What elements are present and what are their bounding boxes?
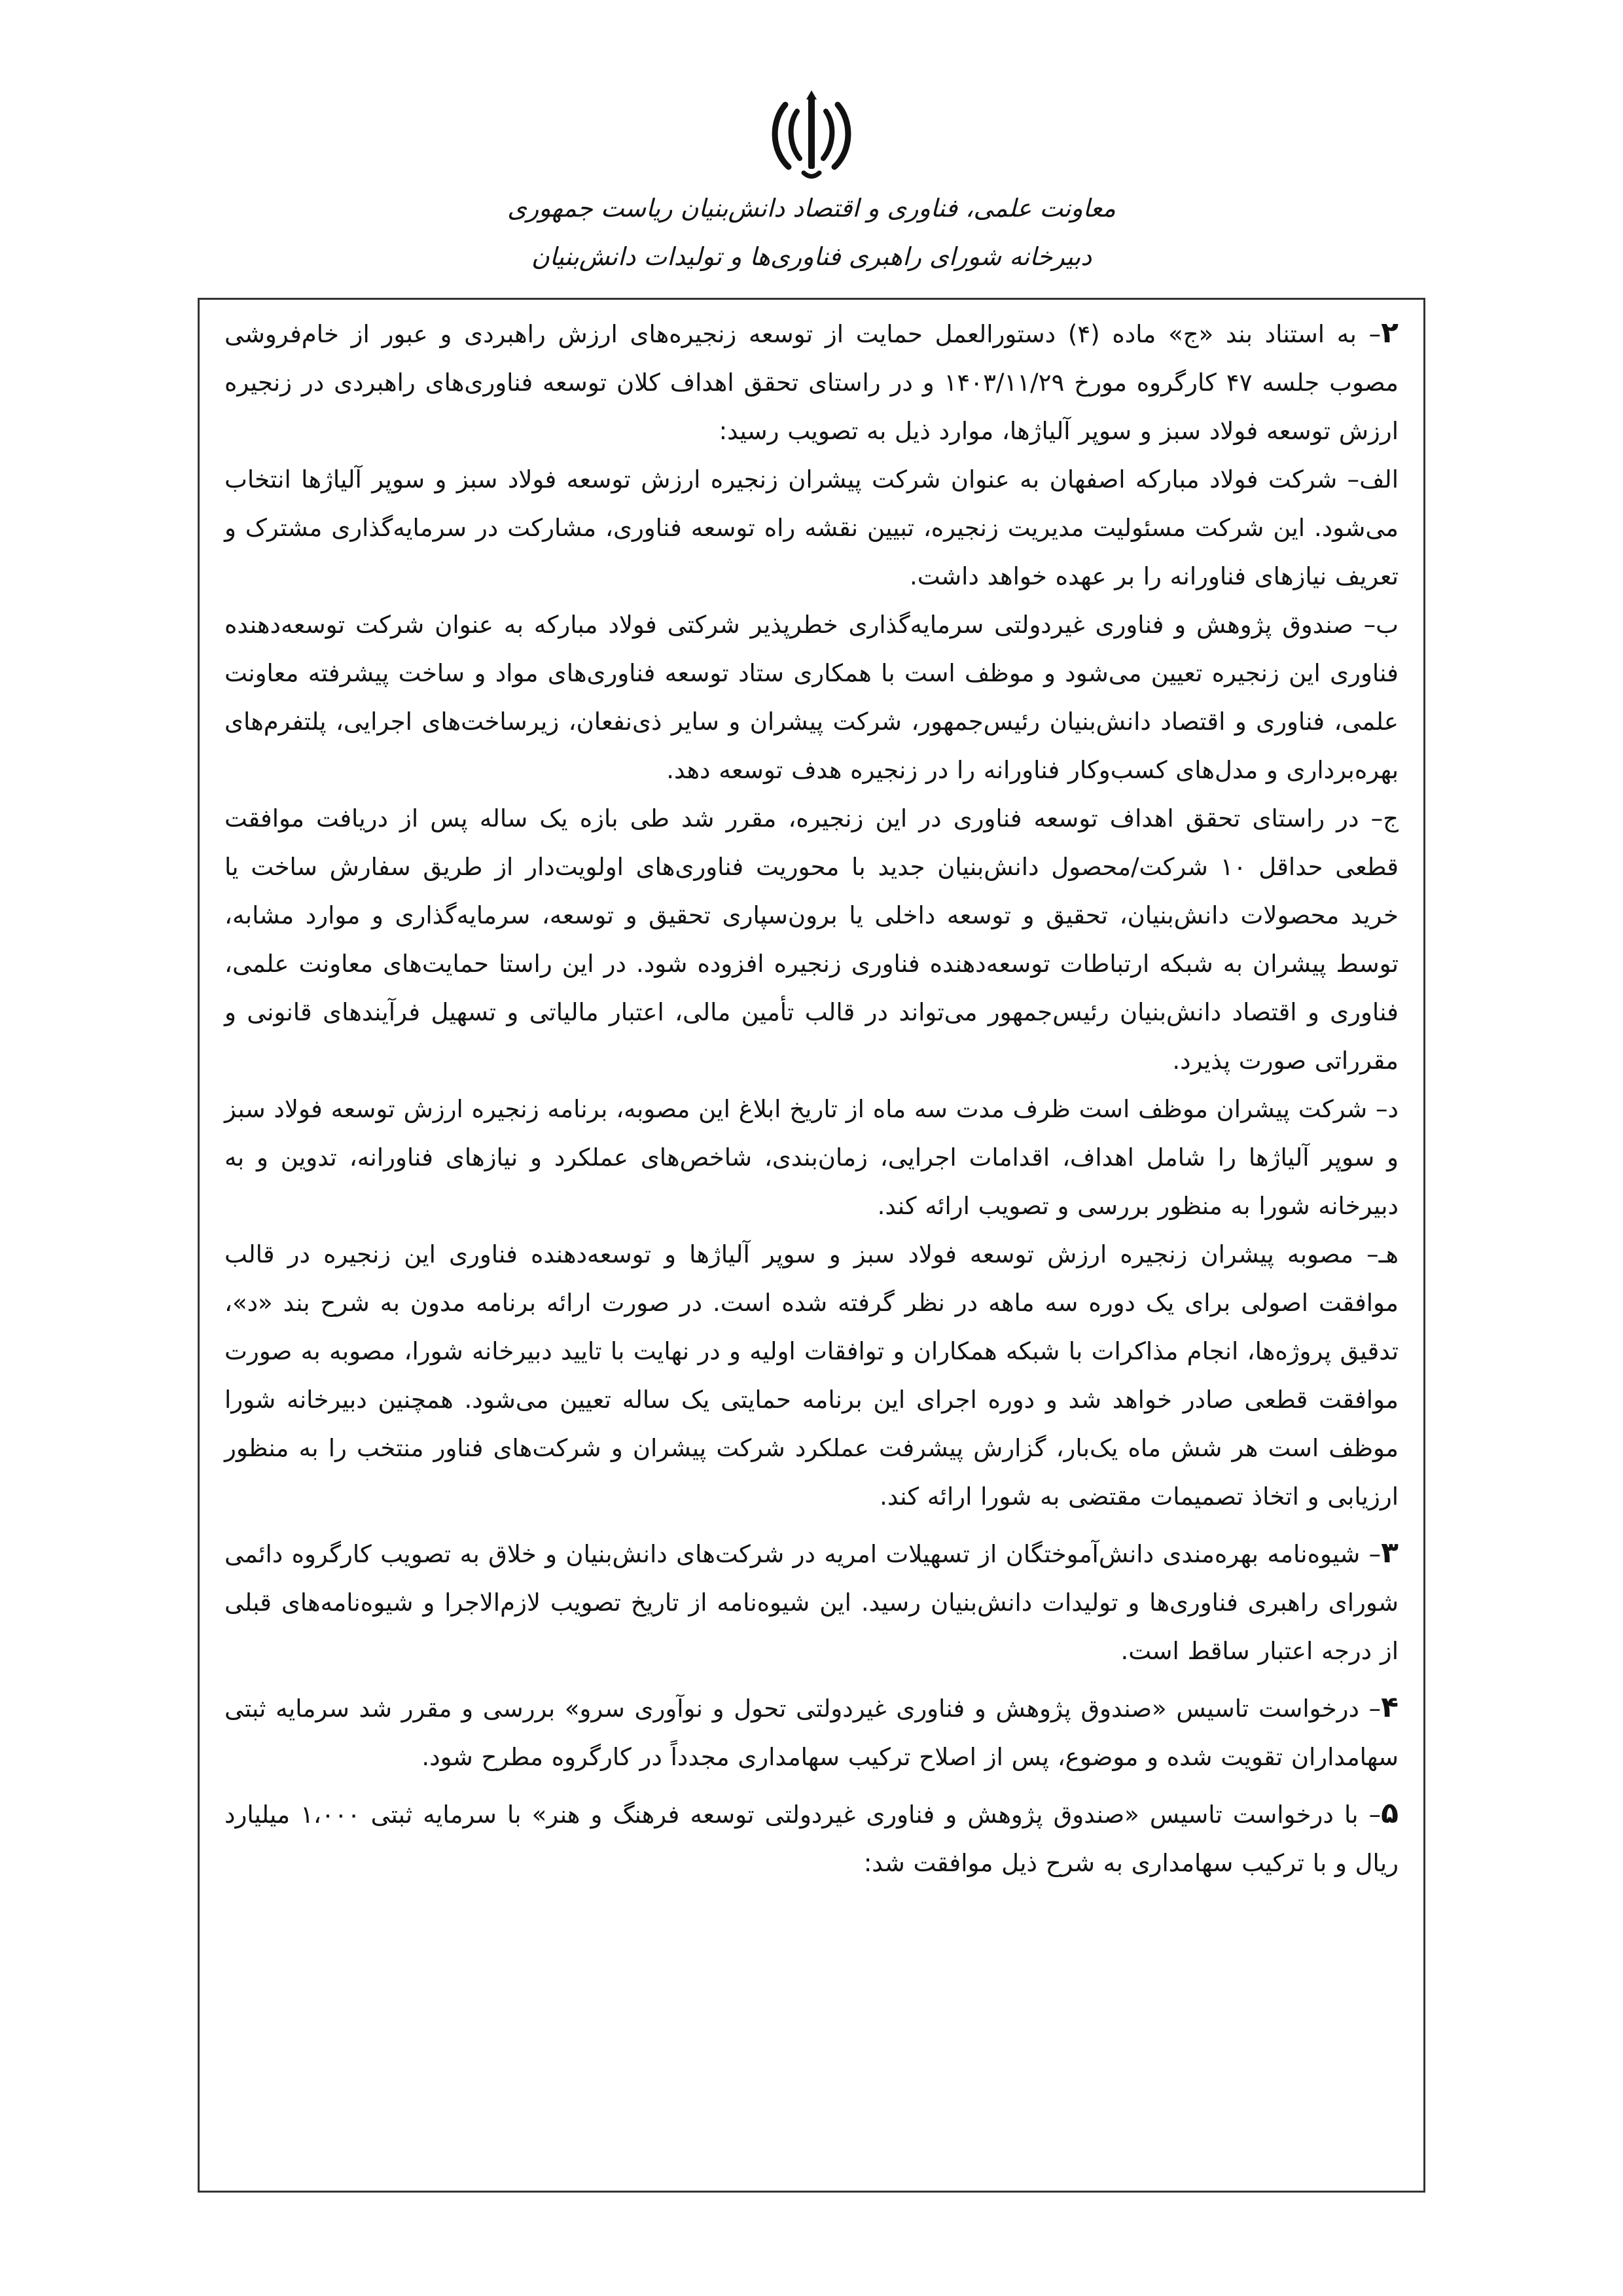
clause-dal: د– شرکت پیشران موظف است ظرف مدت سه ماه از تاریخ ابلاغ این مصوبه، برنامه زنجیره ارزش توسعه فولاد سبز و سوپر آلیاژها را شامل اهداف، اقدامات اجرایی، زمان‌بندی، شاخص‌های عملکرد و نیازهای فناورانه، تدوین و به دبیرخانه شورا به منظور بررسی و تصویب ارائه کند.	[224, 1095, 1399, 1220]
section-number: ۵	[1381, 1797, 1399, 1830]
org-name: معاونت علمی، فناوری و اقتصاد دانش‌بنیان ریاست جمهوری	[507, 194, 1116, 223]
paragraph	[224, 1789, 1399, 1888]
paragraph-text: – با درخواست تاسیس «صندوق پژوهش و فناوری غیردولتی توسعه فرهنگ و هنر» با سرمایه ثبتی ۱،۰۰۰ میلیارد ریال و با ترکیب سهامداری به شرح ذیل موافقت شد:	[224, 1801, 1399, 1877]
section-number: ۲	[1381, 316, 1399, 350]
section-3	[224, 1529, 1399, 1676]
paragraph-text: – شیوه‌نامه بهره‌مندی دانش‌آموختگان از تسهیلات امریه در شرکت‌های دانش‌بنیان و خلاق به تصویب کارگروه دائمی شورای راهبری فناوری‌ها و تولیدات دانش‌بنیان رسید. این شیوه‌نامه از تاریخ تصویب لازم‌الاجرا و شیوه‌نامه‌های قبلی از درجه اعتبار ساقط است.	[224, 1540, 1399, 1665]
paragraph-text: – درخواست تاسیس «صندوق پژوهش و فناوری غیردولتی تحول و نوآوری سرو» بررسی و مقرر شد سرمایه ثبتی سهامداران تقویت شده و موضوع، پس از اصلاح ترکیب سهامداری مجدداً در کارگروه مطرح شود.	[224, 1695, 1399, 1771]
secretariat-name: دبیرخانه شورای راهبری فناوری‌ها و تولیدات دانش‌بنیان	[531, 242, 1092, 271]
section-4	[224, 1683, 1399, 1782]
section-5	[224, 1789, 1399, 1888]
resolution-box	[198, 298, 1425, 2193]
clause-be: ب– صندوق پژوهش و فناوری غیردولتی سرمایه‌گذاری خطرپذیر شرکتی فولاد مبارکه به عنوان شرکت توسعه‌دهنده فناوری این زنجیره تعیین می‌شود و موظف است با همکاری ستاد توسعه فناوری‌های مواد و ساخت پیشرفته معاونت علمی، فناوری و اقتصاد دانش‌بنیان رئیس‌جمهور، شرکت پیشران و سایر ذی‌نفعان، زیرساخت‌های اجرایی، پلتفرم‌های بهره‌برداری و مدل‌های کسب‌وکار فناورانه را در زنجیره هدف توسعه دهد.	[224, 611, 1399, 784]
letterhead	[0, 85, 1623, 276]
clause-alef: الف– شرکت فولاد مبارکه اصفهان به عنوان شرکت پیشران زنجیره ارزش توسعه فولاد سبز و سوپر آلیاژها انتخاب می‌شود. این شرکت مسئولیت مدیریت زنجیره، تبیین نقشه راه توسعه فناوری، مشارکت در سرمایه‌گذاری مشترک و تعریف نیازهای فناورانه را بر عهده خواهد داشت.	[224, 465, 1399, 590]
paragraph	[224, 1683, 1399, 1782]
clause-he: هـ– مصوبه پیشران زنجیره ارزش توسعه فولاد سبز و سوپر آلیاژها و توسعه‌دهنده فناوری این زنجیره در قالب موافقت اصولی برای یک دوره سه ماهه در نظر گرفته شده است. در صورت ارائه برنامه مدون به شرح بند «د»، تدقیق پروژه‌ها، انجام مذاکرات با شبکه همکاران و توافقات اولیه و در نهایت با تایید دبیرخانه شورا، مصوبه به صورت موافقت قطعی صادر خواهد شد و دوره اجرای این برنامه حمایتی یک ساله تعیین می‌شود. همچنین دبیرخانه شورا موظف است هر شش ماه یک‌بار، گزارش پیشرفت عملکرد شرکت پیشران و شرکت‌های فناور منتخب را به منظور ارزیابی و اتخاذ تصمیمات مقتضی به شورا ارائه کند.	[224, 1240, 1399, 1511]
section-number: ۳	[1381, 1536, 1399, 1570]
clause-jim: ج– در راستای تحقق اهداف توسعه فناوری در این زنجیره، مقرر شد طی بازه یک ساله پس از دریافت موافقت قطعی حداقل ۱۰ شرکت/محصول دانش‌بنیان جدید با محوریت فناوری‌های اولویت‌دار از طریق سفارش ساخت یا خرید محصولات دانش‌بنیان، تحقیق و توسعه داخلی یا برون‌سپاری تحقیق و توسعه، سرمایه‌گذاری و موارد مشابه، توسط پیشران به شبکه ارتباطات توسعه‌دهنده فناوری زنجیره افزوده شود. در این راستا حمایت‌های معاونت علمی، فناوری و اقتصاد دانش‌بنیان رئیس‌جمهور می‌تواند در قالب تأمین مالی، اعتبار مالیاتی و تسهیل فرآیندهای قانونی و مقرراتی صورت پذیرد.	[224, 804, 1399, 1075]
section-2	[224, 309, 1399, 1521]
paragraph	[224, 1529, 1399, 1676]
section-number: ۴	[1381, 1691, 1399, 1724]
paragraph	[224, 309, 1399, 456]
iran-emblem-icon	[766, 85, 857, 183]
paragraph-text: – به استناد بند «ج» ماده (۴) دستورالعمل حمایت از توسعه زنجیره‌های ارزش راهبردی و عبور از خام‌فروشی مصوب جلسه ۴۷ کارگروه مورخ ۱۴۰۳/۱۱/۲۹ و در راستای تحقق اهداف کلان توسعه فناوری‌های راهبردی در زنجیره ارزش توسعه فولاد سبز و سوپر آلیاژها، موارد ذیل به تصویب رسید:	[224, 320, 1399, 445]
